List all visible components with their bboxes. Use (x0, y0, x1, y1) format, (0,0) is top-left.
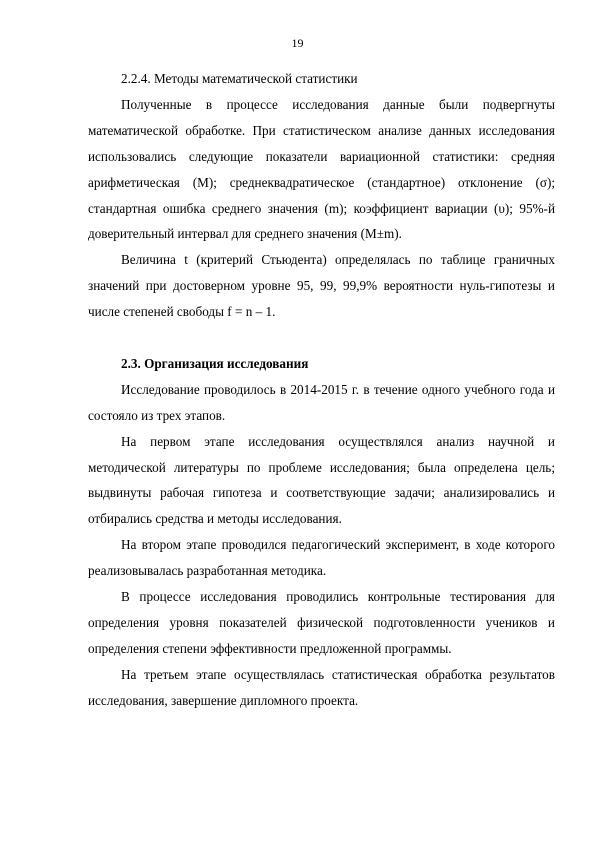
document-body (88, 66, 555, 714)
subsection-heading: 2.2.4. Методы математической статистики (121, 71, 358, 86)
paragraph-student-t: Величина t (критерий Стьюдента) определялась по таблице граничных значений при достоверном уровне 95, 99, 99,9% вероятности нуль-гипотезы и числе степеней свободы f = n – 1. (88, 252, 555, 320)
paragraph-stat-indicators: Полученные в процессе исследования данные были подвергнуты математической обработке. При статистическом анализе данных исследования использовались следующие показатели вариационной статистики: средняя арифметическая (М); среднеквадратическое (стандартное) отклонение (σ); стандартная ошибка среднего значения (m); коэффициент вариации (υ); 95%-й доверительный интервал для среднего значения (M±m). (88, 96, 555, 242)
paragraph-control-testing: В процессе исследования проводились контрольные тестирования для определения уровня показателей физической подготовленности учеников и определения степени эффективности предложенной программы. (88, 589, 555, 656)
paragraph-stage-one: На первом этапе исследования осуществлялся анализ научной и методической литературы по проблеме исследования; была определена цель; выдвинуты рабочая гипотеза и соответствующие задачи; анализировались и отбирались средства и методы исследования. (88, 433, 555, 527)
section-gap (88, 325, 555, 351)
paragraph-stage-three: На третьем этапе осуществлялась статистическая обработка результатов исследования, завершение дипломного проекта. (88, 666, 555, 708)
page-number: 19 (291, 36, 304, 50)
paragraph-study-period: Исследование проводилось в 2014-2015 г. в течение одного учебного года и состояло из трех этапов. (88, 381, 555, 423)
section-heading: 2.3. Организация исследования (121, 355, 309, 371)
paragraph-stage-two: На втором этапе проводился педагогический эксперимент, в ходе которого реализовывалась разработанная методика. (88, 537, 555, 579)
